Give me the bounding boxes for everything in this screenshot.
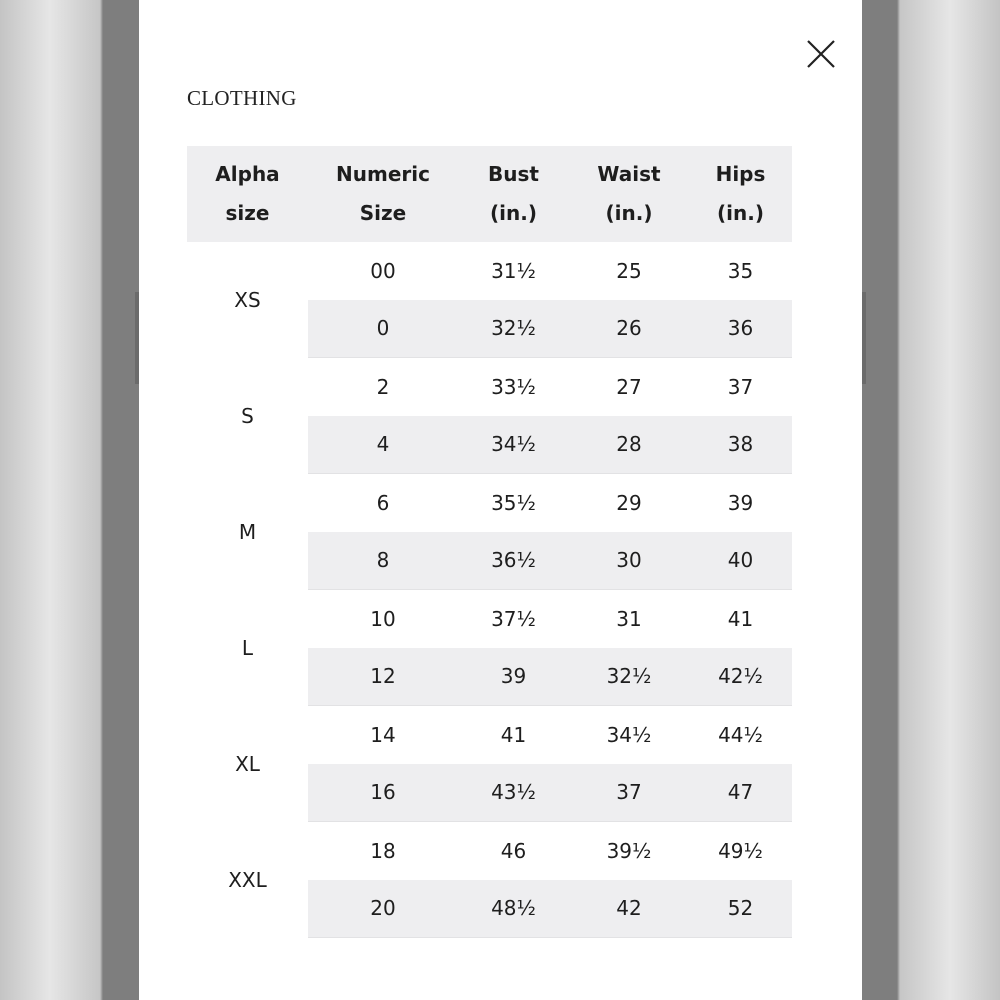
alpha-size-cell: M — [187, 474, 308, 590]
header-label-line: Size — [359, 201, 407, 225]
numeric-size-cell: 14 — [370, 722, 396, 747]
numeric-size-cell: 0 — [308, 300, 458, 358]
bust-cell: 37½ — [491, 606, 536, 631]
waist-cell: 37 — [569, 764, 689, 822]
header-label-line: size — [225, 201, 270, 225]
hips-cell: 52 — [689, 880, 792, 938]
table-row — [187, 358, 792, 416]
hips-cell: 35 — [727, 258, 754, 283]
alpha-size-cell: S — [187, 358, 308, 474]
hips-cell: 47 — [689, 764, 792, 822]
numeric-size-cell: 16 — [308, 764, 458, 822]
hips-cell: 44½ — [718, 722, 763, 747]
waist-header — [569, 146, 689, 242]
header-label-line: (in.) — [717, 201, 764, 225]
numeric-size-cell: 12 — [308, 648, 458, 706]
hips-cell: 37 — [727, 374, 754, 399]
waist-cell: 30 — [569, 532, 689, 590]
header-label-line: Hips — [715, 162, 766, 186]
bust-cell: 41 — [500, 722, 527, 747]
waist-cell: 39½ — [606, 838, 652, 863]
hips-cell: 36 — [689, 300, 792, 358]
bust-cell: 31½ — [491, 258, 536, 283]
bust-cell: 32½ — [458, 300, 569, 358]
waist-cell: 27 — [616, 374, 642, 399]
hips-cell: 38 — [689, 416, 792, 474]
header-label-line: (in.) — [605, 201, 653, 225]
hips-cell: 40 — [689, 532, 792, 590]
header-label-line: Bust — [488, 162, 539, 186]
header-label-line: (in.) — [490, 201, 537, 225]
table-row — [187, 242, 792, 300]
bust-cell: 33½ — [491, 374, 536, 399]
numeric-size-cell: 2 — [376, 374, 390, 399]
bust-cell: 35½ — [491, 490, 536, 515]
numeric-size-cell: 10 — [370, 606, 396, 631]
waist-cell: 29 — [616, 490, 642, 515]
waist-cell: 42 — [569, 880, 689, 938]
bust-cell: 36½ — [458, 532, 569, 590]
bust-header — [458, 146, 569, 242]
waist-cell: 31 — [616, 606, 642, 631]
table-header-row — [187, 146, 792, 242]
numeric-size-cell: 18 — [370, 838, 396, 863]
waist-cell: 26 — [569, 300, 689, 358]
waist-cell: 32½ — [569, 648, 689, 706]
header-label-line: Waist — [597, 162, 661, 186]
size-chart-table — [187, 146, 792, 938]
close-icon — [805, 38, 837, 70]
numeric-size-cell: 4 — [308, 416, 458, 474]
bust-cell: 48½ — [458, 880, 569, 938]
alpha-size-cell: XXL — [187, 822, 308, 938]
table-body — [187, 242, 792, 938]
background-page-fragment — [862, 292, 866, 384]
header-label-line: Numeric — [336, 162, 430, 186]
header-label-line: Alpha — [215, 162, 280, 186]
numeric-size-cell: 20 — [308, 880, 458, 938]
hips-cell: 39 — [727, 490, 754, 515]
alpha-size-cell: L — [187, 590, 308, 706]
table-header — [187, 146, 792, 242]
bust-cell: 39 — [458, 648, 569, 706]
numeric-size-cell: 6 — [376, 490, 390, 515]
waist-cell: 25 — [616, 258, 642, 283]
modal-title: CLOTHING — [187, 86, 297, 110]
hips-cell: 49½ — [718, 838, 763, 863]
hips-header — [689, 146, 792, 242]
hips-cell: 42½ — [689, 648, 792, 706]
close-button[interactable] — [805, 38, 837, 70]
size-chart-modal — [139, 0, 862, 1000]
numeric-size-cell: 8 — [308, 532, 458, 590]
numeric-size-header — [308, 146, 458, 242]
bust-cell: 34½ — [458, 416, 569, 474]
alpha-size-header — [187, 146, 308, 242]
bust-cell: 43½ — [458, 764, 569, 822]
table-row — [187, 474, 792, 532]
alpha-size-cell: XL — [187, 706, 308, 822]
hips-cell: 41 — [727, 606, 754, 631]
waist-cell: 28 — [569, 416, 689, 474]
alpha-size-cell: XS — [187, 242, 308, 358]
table-row — [187, 706, 792, 764]
table-row — [187, 822, 792, 880]
numeric-size-cell: 00 — [370, 258, 396, 283]
waist-cell: 34½ — [606, 722, 652, 747]
table-row — [187, 590, 792, 648]
bust-cell: 46 — [500, 838, 527, 863]
